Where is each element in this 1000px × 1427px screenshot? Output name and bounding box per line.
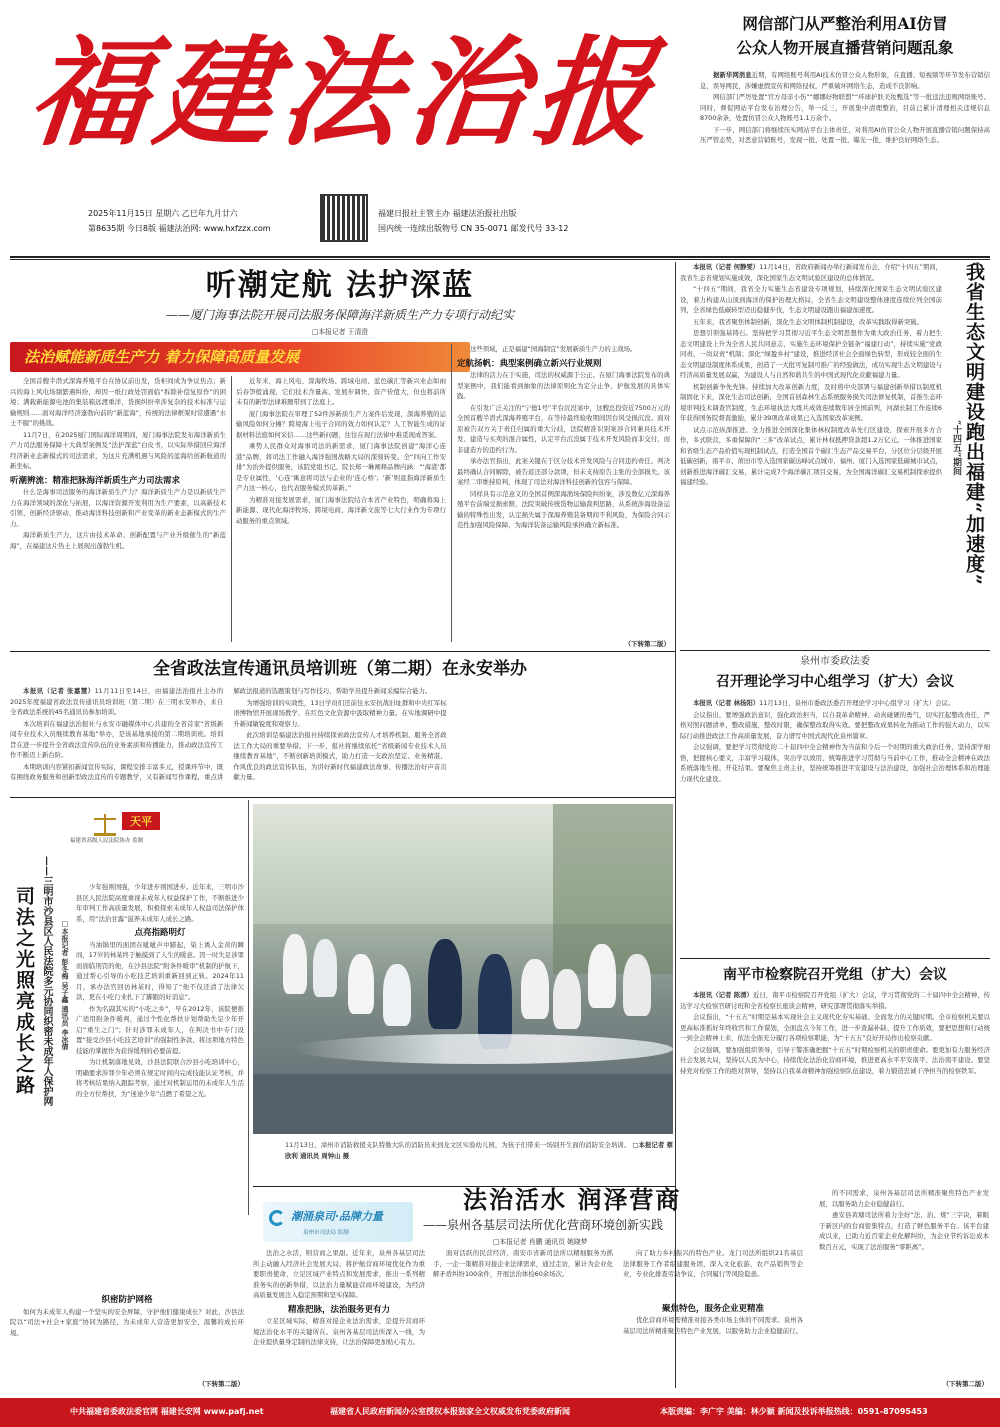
photo-caption-block — [285, 1140, 673, 1180]
main-col1-para: 全国首艘半潜式深海养殖平台在协议前出发，货柜间成为争议焦点；新兴的海上风电场频繁遇纠纷，却因一纸行政处罚面临“拆除补偿复原作”的困境；满载新能源电池的集装箱远渡重洋，货损纠纷牵涉复杂的技术标准与运输规则……面对海洋经济蓬勃向前的“新蓝海”，传统的法律框架时常遭遇“水土不服”的挑战。 — [10, 377, 226, 427]
photo-caption: 11月13日，漳州市消防救援支队特勤大队的消防员来到龙文区实验幼儿园，为孩子们带来一场别开生面的消防安全培训。 — [285, 1141, 631, 1149]
main-col3-para: 法律的活力在于实施，司法的权威源于公正。在厦门海事法院发布的典型案例中，我们能看到抽象的法律原则化为定分止争、护航发展的具体实践。 — [457, 371, 670, 400]
side2-headline: 召开理论学习中心组学习（扩大）会议 — [716, 674, 954, 690]
side2-byline: 本报讯（记者 林扬阳） — [693, 699, 760, 707]
side1-byline: 本报讯（记者 何静雯） — [693, 263, 760, 271]
news2-para: 11月11日至14日，由福建法治报社主办的2025年度福建省政法宣传通讯员培训班（第二期）在三明永安举办，来自全省政法系统的45名通讯员参加培训。 — [10, 687, 224, 716]
feature-vertical-headline: 司法之光照亮成长之路 — [13, 886, 35, 1096]
top-story-headline-2: 公众人物开展直播营销问题乱象 — [736, 38, 954, 57]
side3-byline: 本报讯（记者 陈清） — [693, 991, 753, 999]
news2-byline: 本报讯（记者 张嘉慧） — [23, 687, 95, 695]
side1-headline: 我省生态文明建设跑出福建“加速度” — [963, 262, 985, 586]
side1-para: 试点示范纵深推进。全力推进全国深化集体林权制度改革先行区建设，探索开展多方合作，多式联营，多重保障的“三多”改革试点，累计林权抵押贷款超1.2万亿元。一体推进国家和省级生态产品价值实现机制试点，打造全国首个碳汇生态产品交易平台，分区位分层级开展低碳创新，南平市、莆田市等入选国家碳达峰试点城市，福州、厦门入选国家低碳城市试点，创新推进海洋碳汇交易，累计完成7个海洋碳汇项目交易，为全国海洋碳汇交易机制探索提供福建经验。 — [680, 425, 942, 486]
news2-para: 本次培训在福建法治报社与永安市融媒体中心共建的全省首家“省级新闻专业技术人员继续教育基地”举办，是该基地承接的第二期培训班。培训旨在进一步提升全省政法宣传队伍的业务素质和传播能力，推动政法宣传工作不断迈上新台阶。 — [10, 719, 224, 759]
bottom-col3-para: 向了助力乡村振兴的特色产业。龙门司法所组织21名基层法律服务工作者组建服务团，深入文化旅游、农产品销售等企业，专业化排查劳动争议、合同履行等风险隐患。 — [623, 1249, 803, 1278]
side1-para: 11月14日，省政府新闻办举行新闻发布会，介绍“十四五”期间，我省生态省规划实施成效，深化国家生态文明试验区建设的总体情况。 — [680, 263, 942, 282]
bottom-continued: （下转第二版） — [942, 1380, 988, 1388]
feature-continued: （下转第二版） — [198, 1380, 244, 1388]
feature-para: 作为名副其实的“小吃之乡”，早在2012年，该院便推广适用附条件暖判，通过个性化帮扶计划帮助失足少年开启“重生之门”；针对涉罪未成年人，在判决书中专门设置“接受沙县小吃技艺培训”的强制性条款，将这项地方特色技能的掌握作为获得缓刑的必要前提。 — [76, 1004, 244, 1055]
brand-badge — [263, 1202, 413, 1242]
side3-para: 会议强调，要加强组织领导，引导干警准确把握“十五五”时期检察机关的职责使命。要更加有力服务经济社会发展大局，坚持以人民为中心，持续优化法治化营商环境，推进更高水平平安南平、法治南平建设。要坚持党对检察工作的绝对领导，坚持以自我革命精神加强检察队伍建设，着力锻造忠诚干净担当的检察铁军。 — [680, 1045, 990, 1075]
feature-byline: □本报记者 彭冬梅 吴子鑫 通讯员 李冰倩 — [61, 920, 69, 1050]
main-col3-para: 同样具有示范意义的全国首例深海渔场保险纠纷案，涉及数亿元深海养殖平台前端受损索赔，法院突破传统货物运输裁判思路，从系统涉海设备运输的特殊性出发，认定损失属于深海养殖装备期间不利风险，为保险合同示范性加强风险保障，为海洋装备运输风险承担确立新标准。 — [457, 489, 670, 529]
news-photo — [253, 804, 673, 1134]
main-continued: （下转第二版） — [624, 640, 670, 648]
top-story-headline-1: 网信部门从严整治利用AI仿冒 — [742, 14, 948, 33]
bottom-col1-para: 法治之水活，则营商之果甜。近年来，泉州各基层司法所主动融入经济社会发展大局，将护航营商环境优化作为重要职责使命，立足区域产业特点和发展需求，推出一系列精准务实的创新举措，以法治力量赋能营商环境建设，为经济高质量发展注入稳定预期和坚实保障。 — [253, 1249, 425, 1299]
news2-para: 此次培训是福建法治报社持续探索政法宣传人才培养机制、服务全省政法工作大局的重要举措。下一步，报社将继续依托“省级新闻专业技术人员继续教育基地”，不断创新培训模式，助力打造一支政治坚定、业务精湛、作风优良的政法宣传队伍，为讲好新时代福建政法故事、传播法治好声音贡献力量。 — [233, 731, 447, 781]
main-col3-subhead: 定航扬帆：典型案例确立新兴行业规则 — [457, 358, 602, 369]
side1-para: 五年来，我省聚焦体制创新，深化生态文明体制机制建设，改革实践取得新突破。 — [693, 317, 924, 326]
side-story-quanzhou — [680, 654, 990, 954]
masthead-sponsor-line: 福建日报社主管主办 福建法治报社出版 — [378, 209, 517, 218]
side1-para: 思想引领强基铸石。坚持把学习贯彻习近平生态文明思想作为重大政治任务，着力把生态文明建设上升为全省人民共同意志，实施生态环境保护全链条“福建行动”，持续实施“党政同责、一岗双责”机制；深化“绿盈乡村”建设，推进经济社会全面绿色转型，形成较全面的生态文明建设制度体系成果，创造了一大批可复制可推广的经验做法，成功实现生态文明建设与经济高质量发展双赢，为建设人与自然和谐共生的中国式现代化贡献福建力量。 — [680, 329, 942, 379]
bottom-col2-para: 面对活跃的民营经济，南安市省新司法所以精细服务为抓手，一企一策精准对接企业法律需求，通过走访，累计为企业化解矛盾纠纷100余件，开展法治体检60余场次。 — [433, 1249, 613, 1278]
feature-subhead-1: 点亮指路明灯 — [134, 928, 186, 938]
side1-label: “十四五”期间 — [951, 420, 961, 476]
masthead — [10, 8, 675, 258]
top-story-lead: 据新华网消息 — [713, 71, 752, 79]
news2-para: 为增强培训的实效性，13日学员们还前往永安抗战旧址群和中央红军标语博物馆开展现场教学，在红色文化资源中汲取精神力量。在实地调研中提升新闻敏锐度和观察力。 — [233, 698, 447, 728]
side1-para: 机制创新争先先锋。持续加大改革创新力度，及时将中央部署与福建创新举措以制度机制固化下来，深化生态司法创新，全国首创森林生态系统服务损失司法修复机制，首推生态环境审判技术调查官制度，生态环境执法大练兵成效连续数年居全国前列，河湖长制工作连续6年获得国务院督查激励，累计39项改革成果已入选国家改革案例。 — [680, 382, 942, 422]
main-col2-para: 厦门海事法院在审理了52件涉新质生产力案件后发现，深海养殖的运输风险如何分摊？跨境海上电子合同的效力如何认定？人工智能生成的证据材料法庭如何采信……这些新问题，往往在现行法律中难觅现成答案。 — [236, 409, 446, 439]
side-story-nanping — [680, 962, 990, 1157]
main-headline: 听潮定航 法护深蓝 — [205, 268, 475, 303]
scales-icon — [94, 814, 116, 836]
feature-column-sub: 福建省高级人民法院协办 监制 — [70, 838, 144, 844]
main-banner — [10, 342, 470, 372]
footer-right: 本版责编：李广宇 美编：林少颖 新闻及投诉举报热线：0591-87095453 — [660, 1407, 928, 1416]
feature-para: 为让机制落地见效，沙县法院联合沙县小吃培训中心，明确要求涉罪少年必须在规定时间内完成技能认证考核，并将考核结果纳入跟踪考察，通过对机制运用的未成年人生活的全方位帮扶，为“迷途少年”点燃了希望之光。 — [76, 1058, 244, 1098]
top-story — [700, 12, 990, 247]
side-story-ecology — [680, 262, 990, 647]
bottom-col1-para: 立足区域实际，精准对接企业法治需求，是提升营商环境法治化水平的关键所在。泉州各基层司法所深入一线，为企业提供量身定制的法律支持，让法治保障更加贴心有力。 — [253, 1317, 425, 1346]
masthead-title: 福建法治报 — [22, 23, 668, 162]
footer-middle: 福建省人民政府新闻办公室授权本报独家全文权威发布党委政府新闻 — [330, 1407, 570, 1416]
main-col1-para: 海洋新质生产力，这片由技术革命、创新配置与产业升级催生的“新蓝海”，在福建这片热土上展现出蓬勃生机。 — [10, 531, 226, 550]
side2-para: 会议指出，要增强政治意识，强化政治担当，以自我革命精神、动真碰硬的勇气，切实扛起整改责任，严格对照问题清单，整改措施，整改时限，确保整改取得实效。要把整改成果转化为推动工作的强大动力，以实际行动推进政法工作高质量发展，奋力谱写中国式现代化泉州篇章。 — [680, 710, 990, 740]
banner-text: 法治赋能新质生产力 着力保障高质量发展 — [24, 348, 300, 366]
main-col3-para: 承办法官指出，此案关键在于区分技术开发风险与合同违约责任。判决最终确认合同解除，被告返还部分款项，但未支持原告主张的全部损失。该案经二审维持原判，体现了司法对海洋科技创新的包容与保障。 — [457, 457, 670, 486]
top-story-para: 网信部门严厉处置“官方母亲小伤”“娜娜好物联盟”“环球护肤美妆甄选”等一批违法违规网络账号。同时，督促网站平台发布治理公告，举一反三，开展集中清理整治，目前已累计清理相关违规信息8700余条，处置仿冒公众人物账号1.1万余个。 — [700, 93, 990, 122]
bottom-col3-subhead: 聚焦特色，服务企业更精准 — [661, 1303, 764, 1314]
brand-label: 潮涌泉司·品牌力量 — [291, 1210, 383, 1223]
news2-headline: 全省政法宣传通讯员培训班（第二期）在永安举办 — [153, 659, 527, 679]
main-story — [10, 262, 670, 650]
bottom-col3-para: 优化营商环境需精准对接各类市场主体的不同需求。泉州各基层司法所精准聚焦特色产业发展，以服务助力企业稳健前行。 — [623, 1316, 803, 1335]
side2-para: 11月13日，泉州市委政法委召开理论学习中心组学习（扩大）会议。 — [759, 699, 955, 707]
footer — [0, 1398, 1000, 1427]
bottom-col1-subhead: 精准把脉，法治服务更有力 — [287, 1304, 390, 1315]
side3-para: 会议指出，“十五五”时期是基本实现社会主义现代化夯实基础、全面发力的关键时期。全市检察机关要以更高标准抓好年终收官和工作谋划，全面盘点今年工作，进一步查漏补缺、提升工作质效，要把思想和行动统一到全会精神上来，依法全面充分履行各项检察职能，为“十五五”良好开局作出检察贡献。 — [680, 1013, 990, 1042]
bottom-subhead: ——泉州各基层司法所优化营商环境创新实践 — [423, 1218, 664, 1232]
main-col2-para: 乘势人民群众对海事司法的新需求，厦门海事法院创建“海洋心连港”品牌，将司法工作融入海洋强国战略大局的深刻转变。全“四向工作安排”为治外提供服务，该院党组书记、院长郑一琳阐释品牌内涵：“‘海港’都是专业属性，‘心连’寓意将司法与企业的‘连心桥’；‘新’则直指海洋新质生产力这一核心，也代表服务模式的革新。” — [236, 442, 446, 492]
main-col2-para: 为精准对接发展需求，厦门海事法院结合本省产业特色，明确将海上新能源、现代化海洋牧场、跨境电商、海洋新文旅等七大行业作为专项行动服务的重点领域。 — [236, 495, 446, 525]
feature-intro: 少年强则国强，少年进步则国进步。近年来，三明市沙县区人民法院高度重视未成年人权益保护工作，不断推进少年审判工作高质量发展，积极探索未成年人权益司法保护体系，用“法治甘露”滋养未成年人成长之路。 — [76, 883, 244, 923]
main-col1-para: 什么是海事司法服务的海洋新质生产力？海洋新质生产力是以新质生产力在海洋领域的深化与拓展，以海洋资源开发利用为生产要素，以高新技术引领，创新经济驱动，推动海洋科技创新和产业变革的新业态新模式的生产力。 — [10, 488, 226, 528]
main-col3-para: 在引发广泛关注的“宁德1号”平台沉没案中，这艘总投资近7500万元的全国首艘半潜式深海养殖平台，在等待最终验收期间因台风受损沉没。面对原被告双方关于责任归属的重大分歧，法院精准识别案涉合同兼具技术开发、建造与买卖的混合属性，认定平台沉没属于技术开发风险而非交付，而非建造方的违约行为。 — [457, 403, 670, 454]
top-story-para: 下一步，网信部门将继续压实网站平台主体责任，对利用AI仿冒公众人物开展直播营销问题保持高压严管态势，对恶意营销账号，发现一批、处置一批、曝光一批，维护良好网络生态。 — [700, 125, 990, 144]
main-col3-para: 这些领域，正是福建“园海制宜”发展新质生产力的主战场。 — [470, 345, 637, 353]
feature-column-badge — [10, 812, 246, 844]
bottom-col4-para: 惠安县黄塘司法所着力全好“法、治、规”三字诀，着眼于新区内的台商密集特点，打造了鲜色服务平台。该平台建成以来，已助力近百家企业化解纠纷，为企业节约诉讼成本数百万元，实现了法治服务“零距离”。 — [819, 1211, 989, 1251]
main-byline: □本报记者 王清澄 — [311, 328, 369, 336]
wave-icon — [269, 1210, 285, 1226]
feature-juvenile — [10, 800, 246, 1390]
bottom-col4-para: 的不同需求，泉州各基层司法所精准聚焦特色产业发展，以服务助力企业稳健前行。 — [819, 1189, 989, 1208]
main-col1-para: 11月7日，在2025厦门国际海洋周期间，厦门海事法院发布海洋新质生产力司法服务保障十大典型案例及“法护深蓝”白皮书，以实际举措回应海洋经济新业态新模式的司法需求，为这片充满机遇与风险的蓝海给创新航道的新坐标。 — [10, 430, 226, 470]
side2-para: 会议强调，要把学习贯彻党的二十届四中全会精神作为当前和今后一个时期的重大政治任务，坚持深学细悟，把握核心要义，丰富学习载体，突出学以致用，统筹推进学习贯彻与当前中心工作，推动全会精神在政法系统落地生根、开花结果。要聚焦主责主业，坚持统筹推进平安建设与法治建设，加强社会治理体系和治理能力现代化建设。 — [680, 743, 990, 783]
feature-vertical-sub: ——三明市沙县区人民法院多元协同织密未成年人保护网 — [41, 856, 52, 1106]
feature-para: 如何为未成年人构建一个坚实的安全屏障，守护他们健康成长？对此，沙县法院以“司法+社会+家庭”协同为路径，为未成年人营造更加安全、温馨的成长环境。 — [10, 1307, 244, 1337]
side2-kicker: 泉州市委政法委 — [800, 656, 870, 667]
bottom-byline: □本报记者 肖鹏 通讯员 姚晓梦 — [493, 1238, 588, 1246]
bottom-headline: 法治活水 润泽营商 — [463, 1185, 682, 1214]
news-training — [10, 654, 670, 794]
masthead-date-line: 2025年11月15日 星期六 乙巳年九月廿六 — [88, 209, 238, 218]
side3-headline: 南平市检察院召开党组（扩大）会议 — [723, 967, 947, 983]
brand-sub: 泉州市司法局 监制 — [303, 1230, 349, 1236]
qr-code — [322, 196, 366, 240]
photo-credit: □本报记者 蔡欣利 通讯员 周钟山 摄 — [285, 1141, 673, 1160]
masthead-cn-line: 国内统一连续出版物号 CN 35-0071 邮发代号 33-12 — [378, 224, 569, 233]
feature-para: 当油锅里的面团在呲呲声中膨起，染上诱人金黄的瞬间，17岁的林某终于触摸到了人生的暖意。因一时失足涉罪而面临刑罚的他，在沙县法院“附条件暖审”机制的护航下，通过帮心引导的小吃技艺培训重新回到正轨。2024年11月，承办法官回访林某时，得知了“他不仅还清了法律欠款，更在小吃行业扎下了脚跟的好消息”。 — [76, 940, 244, 1001]
main-col1-subhead: 听潮辨流：精准把脉海洋新质生产力司法需求 — [10, 475, 181, 486]
top-story-para: 近期，有网络账号利用AI技术仿冒公众人物形象，在直播、短视频等环节发布营销信息，误导网民，涉嫌虚假宣传和网络侵权，严重破坏网络生态，造成不良影响。 — [700, 71, 990, 90]
masthead-issue-line: 第8635期 今日8版 福建法治网: www.hxfzzx.com — [88, 224, 271, 233]
bottom-story — [253, 1185, 990, 1388]
footer-left: 中共福建省委政法委官网 福建长安网 www.pafj.net — [70, 1407, 264, 1416]
main-subhead: ——厦门海事法院开展司法服务保障海洋新质生产力专项行动纪实 — [165, 308, 514, 322]
side3-para: 近日，南平市检察院召开党组（扩大）会议，学习贯彻党的二十届四中全会精神，传达学习大检察官研讨班和全省检察长座谈会精神，研究部署贯彻落实举措。 — [680, 991, 990, 1010]
side1-para: “十四五”期间，我省全力实施生态省建设专项规划，持续深化国家生态文明试验区建设，着力构建从山顶到海洋的保护治理大格局，全省生态文明建设整体速度连续位列全国前列，全省绿色低碳转型迈出稳健步伐，生态文明建设跑出福建加速度。 — [680, 285, 942, 314]
feature-subhead-2: 织密防护网格 — [101, 1295, 153, 1305]
news2-para: 本期培训内容紧扣新闻宣传实际，课程安排丰富多元，授课环节中，既有围绕政务服务和创新型政法宣传的专题教学，又有新闻写作课程，重点讲解政法报道的选题策划与写作技巧，帮助学员提升新闻采编综合能力。 — [10, 687, 432, 781]
main-col2-para: 近年来，海上风电、深海牧场、跨域电商、蓝色碳汇等新兴业态如雨后春笋般涌现，它们技术含量高、发展步调快、资产价值大，但也将前所未有的新型法律难题带到了法庭上。 — [236, 377, 446, 406]
feature-column-name: 天平 — [122, 812, 160, 830]
